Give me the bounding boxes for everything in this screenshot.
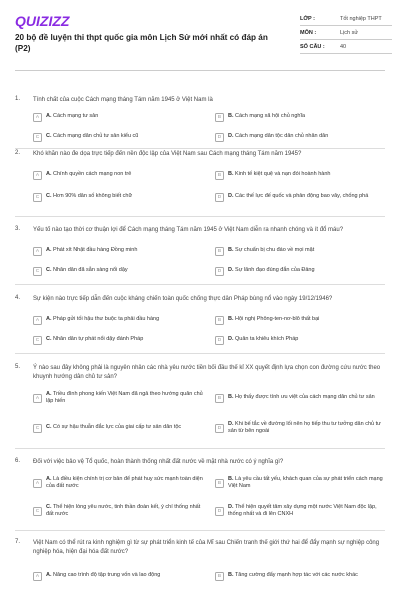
option-text: C. Hơn 90% dân số không biết chữ (46, 193, 133, 200)
option-text: B. Họ thấy được tính ưu việt của cách mạng dân chủ tư sản (228, 394, 375, 401)
option-letter-box: C (33, 193, 42, 202)
option-letter-box: C (33, 507, 42, 516)
header-divider (15, 70, 385, 71)
option-a[interactable] (33, 166, 203, 184)
option-letter-box: A (33, 247, 42, 256)
meta-value: Tốt nghiệp THPT (340, 16, 382, 22)
option-letter-box: C (33, 133, 42, 142)
option-letter-box: B (215, 479, 224, 488)
option-text: A. Phát xít Nhật đầu hàng Đồng minh (46, 247, 138, 254)
option-letter-box: D (215, 336, 224, 345)
option-text: C. Có sự hậu thuẫn đắc lực của giai cấp tư sản dân tộc (46, 424, 182, 431)
option-c[interactable] (33, 262, 203, 280)
option-letter-box: D (215, 133, 224, 142)
option-text: C. Nhân dân đã sẵn sàng nổi dậy (46, 267, 128, 274)
option-text: D. Các thế lực đế quốc và phản động bao vây, chống phá (228, 193, 369, 200)
option-letter-box: B (215, 171, 224, 180)
option-text: C. Cách mạng dân chủ tư sản kiểu cũ (46, 133, 139, 140)
option-a[interactable] (33, 311, 203, 329)
option-letter-box: D (215, 507, 224, 516)
option-text: A. Chính quyền cách mạng non trẻ (46, 171, 132, 178)
option-d[interactable] (215, 188, 385, 206)
option-text: C. Thể hiện lòng yêu nước, tinh thần đoàn kết, ý chí thống nhất đất nước (46, 503, 201, 517)
document-header (0, 0, 400, 68)
question-text: Tính chất của cuộc Cách mạng tháng Tám năm 1945 ở Việt Nam là (33, 97, 213, 103)
question-number: 5. (15, 364, 21, 370)
option-letter-box: A (33, 394, 42, 403)
option-text: B. Kinh tế kiệt quệ và nạn đói hoành hành (228, 171, 331, 178)
meta-value: 40 (340, 44, 347, 50)
question-number: 3. (15, 226, 21, 232)
option-b[interactable] (215, 474, 385, 492)
option-b[interactable] (215, 311, 385, 329)
meta-row-subject (300, 26, 392, 40)
option-d[interactable] (215, 128, 385, 146)
option-a[interactable] (33, 108, 203, 126)
meta-key: SỐ CÂU : (300, 44, 325, 50)
page-title: 20 bộ đề luyện thi thpt quốc gia môn Lịch Sử mới nhất có đáp án (P2) (15, 33, 268, 53)
meta-value: Lịch sử (340, 30, 359, 36)
question-text: Yếu tố nào tạo thời cơ thuận lợi để Cách mạng tháng Tám năm 1945 ở Việt Nam diễn ra nhanh chóng và ít đổ máu? (33, 227, 344, 233)
option-letter-box: B (215, 316, 224, 325)
option-letter-box: C (33, 424, 42, 433)
option-b[interactable] (215, 242, 385, 260)
option-text: D. Cách mạng dân tộc dân chủ nhân dân (228, 133, 329, 140)
option-letter-box: B (215, 394, 224, 403)
option-b[interactable] (215, 389, 385, 407)
option-b[interactable] (215, 166, 385, 184)
option-c[interactable] (33, 331, 203, 349)
option-c[interactable] (33, 128, 203, 146)
option-letter-box: C (33, 267, 42, 276)
option-letter-box: A (33, 572, 42, 581)
option-d[interactable] (215, 502, 385, 520)
option-d[interactable] (215, 331, 385, 349)
option-letter-box: B (215, 247, 224, 256)
option-a[interactable] (33, 474, 203, 492)
question-divider (15, 353, 385, 354)
option-a[interactable] (33, 389, 203, 407)
option-text: B. Sự chuẩn bị chu đáo về mọi mặt (228, 247, 315, 254)
option-text: B. Tăng cường đẩy mạnh hợp tác với các nước khác (228, 572, 358, 579)
option-a[interactable] (33, 242, 203, 260)
question-text: Ý nào sau đây không phải là nguyên nhân các nhà yêu nước tiền bối đầu thế kỉ XX quyết định lựa chọn con đường cứu nước theo khuynh hướng dân chủ tư sản? (33, 365, 381, 380)
option-text: B. Hội nghị Phông-ten-nơ-blô thất bại (228, 316, 320, 323)
option-text: A. Là điều kiện chính trị cơ bản để phát huy sức mạnh toàn diện của đất nước (46, 475, 203, 489)
option-text: A. Nâng cao trình độ tập trung vốn và lao động (46, 572, 161, 579)
option-text: A. Triều đình phong kiến Việt Nam đã ngả theo hướng quân chủ lập hiến (46, 390, 203, 404)
option-letter-box: D (215, 424, 224, 433)
option-text: C. Nhân dân tự phát nổi dậy đánh Pháp (46, 336, 144, 343)
option-letter-box: B (215, 572, 224, 581)
option-text: D. Quân ta khiêu khích Pháp (228, 336, 299, 343)
option-text: A. Cách mạng tư sản (46, 113, 99, 120)
question-number: 1. (15, 96, 21, 102)
option-letter-box: A (33, 316, 42, 325)
quizizz-logo[interactable]: QUIZIZZ (15, 13, 70, 29)
option-letter-box: B (215, 113, 224, 122)
option-d[interactable] (215, 262, 385, 280)
option-letter-box: D (215, 267, 224, 276)
option-letter-box: A (33, 171, 42, 180)
question-number: 6. (15, 458, 21, 464)
meta-table (300, 12, 392, 54)
question-divider (15, 448, 385, 449)
option-text: B. Cách mạng xã hội chủ nghĩa (228, 113, 306, 120)
option-text: D. Sự lãnh đạo đúng đắn của Đảng (228, 267, 315, 274)
option-text: B. Là yêu cầu tất yếu, khách quan của sự phát triển cách mạng Việt Nam (228, 475, 383, 489)
meta-row-count (300, 40, 392, 54)
question-text: Khó khăn nào đe dọa trực tiếp đến nền độc lập của Việt Nam sau Cách mạng tháng Tám năm 1945? (33, 151, 302, 157)
option-c[interactable] (33, 188, 203, 206)
question-divider (15, 216, 385, 217)
option-letter-box: A (33, 113, 42, 122)
option-letter-box: A (33, 479, 42, 488)
option-d[interactable] (215, 419, 385, 437)
question-text: Sự kiện nào trực tiếp dẫn đến cuộc kháng chiến toàn quốc chống thực dân Pháp bùng nổ vào ngày 19/12/1946? (33, 296, 333, 302)
option-text: D. Thể hiện quyết tâm xây dựng một nước Việt Nam độc lập, thống nhất và đi lên CNXH (228, 503, 377, 517)
option-letter-box: C (33, 336, 42, 345)
option-b[interactable] (215, 108, 385, 126)
question-number: 7. (15, 539, 21, 545)
option-a[interactable] (33, 567, 203, 585)
option-letter-box: D (215, 193, 224, 202)
meta-row-class (300, 12, 392, 26)
question-divider (15, 284, 385, 285)
question-number: 2. (15, 150, 21, 156)
option-text: D. Khi bế tắc về đường lối nên họ tiếp thu tư tưởng dân chủ tư sản từ bên ngoài (228, 420, 381, 434)
option-b[interactable] (215, 567, 385, 585)
question-number: 4. (15, 295, 21, 301)
question-text: Việt Nam có thể rút ra kinh nghiệm gì từ sự phát triển kinh tế của Mĩ sau Chiến tranh thế giới thứ hai để đẩy mạnh sự nghiệp công nghiệp hóa, hiện đại hóa đất nước? (33, 540, 380, 555)
question-divider (15, 148, 385, 149)
question-divider (15, 530, 385, 531)
option-text: A. Pháp gửi tối hậu thư buộc ta phải đầu hàng (46, 316, 160, 323)
meta-key: MÔN : (300, 30, 317, 36)
option-c[interactable] (33, 502, 203, 520)
question-text: Đối với việc bảo vệ Tổ quốc, hoàn thành thống nhất đất nước về mặt nhà nước có ý nghĩa gì? (33, 459, 284, 465)
option-c[interactable] (33, 419, 203, 437)
meta-key: LỚP : (300, 16, 315, 22)
